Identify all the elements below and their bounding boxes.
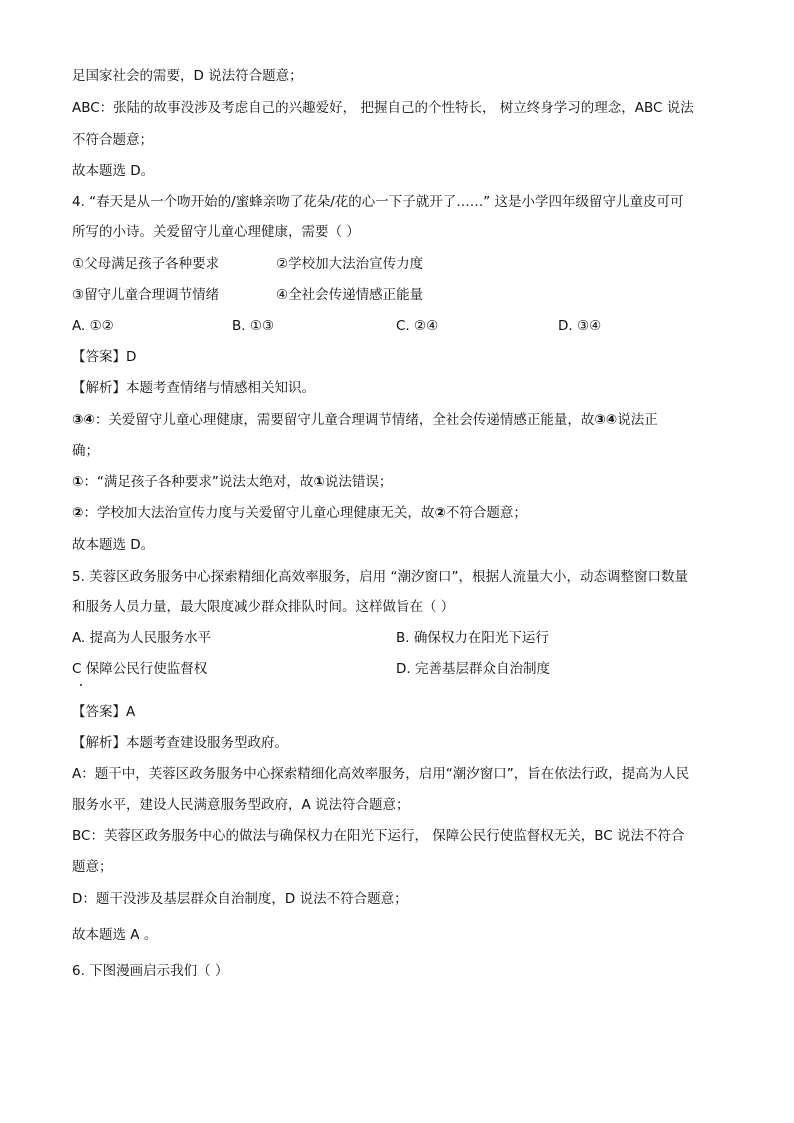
explanation-line	[72, 503, 722, 523]
explanation-line	[72, 410, 722, 430]
circled-numbers: ③④	[594, 412, 618, 428]
option-d: D. ③④	[558, 318, 602, 334]
explanation-text: ：“满足孩子各种要求”说法太绝对，故	[83, 474, 314, 490]
option-c: C 保障公民行使监督权	[72, 661, 208, 677]
answer-value: D	[126, 349, 137, 365]
analysis-tag: 【解析】	[72, 380, 126, 396]
question-6-stem: 6. 下图漫画启示我们（ ）	[72, 963, 229, 979]
explanation-text: ：学校加大法治宣传力度与关爱留守儿童心理健康无关，故	[83, 505, 435, 521]
text-line: ABC：张陆的故事没涉及考虑自己的兴趣爱好， 把握自己的个性特长， 树立终身学习的理念，ABC 说法	[72, 100, 694, 116]
final-answer-line: 故本题选 A 。	[72, 927, 158, 943]
option-a: A. 提高为人民服务水平	[72, 630, 212, 646]
explanation-line: A：题干中，芙蓉区政务服务中心探索精细化高效率服务，启用“潮汐窗口”，旨在依法行政，提高为人民	[72, 766, 690, 782]
statement-1: ①父母满足孩子各种要求	[72, 256, 220, 272]
circled-numbers: ③④	[72, 412, 95, 428]
statement-2: ②学校加大法治宣传力度	[276, 256, 424, 272]
text-line: 不符合题意；	[72, 132, 153, 148]
option-d: D. 完善基层群众自治制度	[396, 661, 550, 677]
answer-tag: 【答案】	[72, 704, 126, 720]
option-a: A. ①②	[72, 318, 114, 334]
question-4-stem: 4. “春天是从一个吻开始的/蜜蜂亲吻了花朵/花的心一下子就开了……” 这是小学四年级留守儿童皮可可	[72, 194, 684, 210]
explanation-line: D：题干没涉及基层群众自治制度，D 说法不符合题意；	[72, 891, 408, 907]
explanation-text: 说法错误；	[324, 474, 393, 490]
explanation-line: BC：芙蓉区政务服务中心的做法与确保权力在阳光下运行， 保障公民行使监督权无关，BC 说法不符合	[72, 828, 685, 844]
answer-line	[72, 347, 722, 367]
analysis-line	[72, 733, 722, 753]
option-b: B. 确保权力在阳光下运行	[396, 630, 549, 646]
analysis-tag: 【解析】	[72, 735, 126, 751]
final-answer-line: 故本题选 D。	[72, 537, 155, 553]
stray-mark	[80, 684, 82, 686]
answer-line	[72, 702, 722, 722]
explanation-line: 题意；	[72, 859, 113, 875]
analysis-text: 本题考查情绪与情感相关知识。	[126, 380, 315, 396]
question-5-stem: 和服务人员力量，最大限度减少群众排队时间。这样做旨在（ ）	[72, 599, 455, 615]
circled-number: ②	[72, 505, 84, 521]
explanation-text: 不符合题意；	[445, 505, 527, 521]
explanation-line: 确；	[72, 443, 99, 459]
text-line: 足国家社会的需要，D 说法符合题意；	[72, 68, 303, 84]
statement-3: ③留守儿童合理调节情绪	[72, 287, 220, 303]
circled-number: ①	[72, 474, 84, 490]
option-c: C. ②④	[396, 318, 439, 334]
circled-number: ①	[313, 474, 325, 490]
explanation-line	[72, 472, 722, 492]
text-line: 故本题选 D。	[72, 163, 155, 179]
statement-4: ④全社会传递情感正能量	[276, 287, 424, 303]
explanation-line: 服务水平，建设人民满意服务型政府，A 说法符合题意；	[72, 797, 410, 813]
analysis-text: 本题考查建设服务型政府。	[126, 735, 288, 751]
circled-number: ②	[434, 505, 446, 521]
analysis-line	[72, 378, 722, 398]
question-5-stem: 5. 芙蓉区政务服务中心探索精细化高效率服务，启用 “潮汐窗口”，根据人流量大小，动态调整窗口数量	[72, 569, 688, 585]
explanation-text: 说法正	[617, 412, 658, 428]
answer-value: A	[126, 704, 136, 720]
explanation-text: ：关爱留守儿童心理健康，需要留守儿童合理调节情绪，全社会传递情感正能量，故	[94, 412, 595, 428]
answer-tag: 【答案】	[72, 349, 126, 365]
question-4-stem: 所写的小诗。关爱留守儿童心理健康，需要（ ）	[72, 224, 360, 240]
option-b: B. ①③	[232, 318, 275, 334]
